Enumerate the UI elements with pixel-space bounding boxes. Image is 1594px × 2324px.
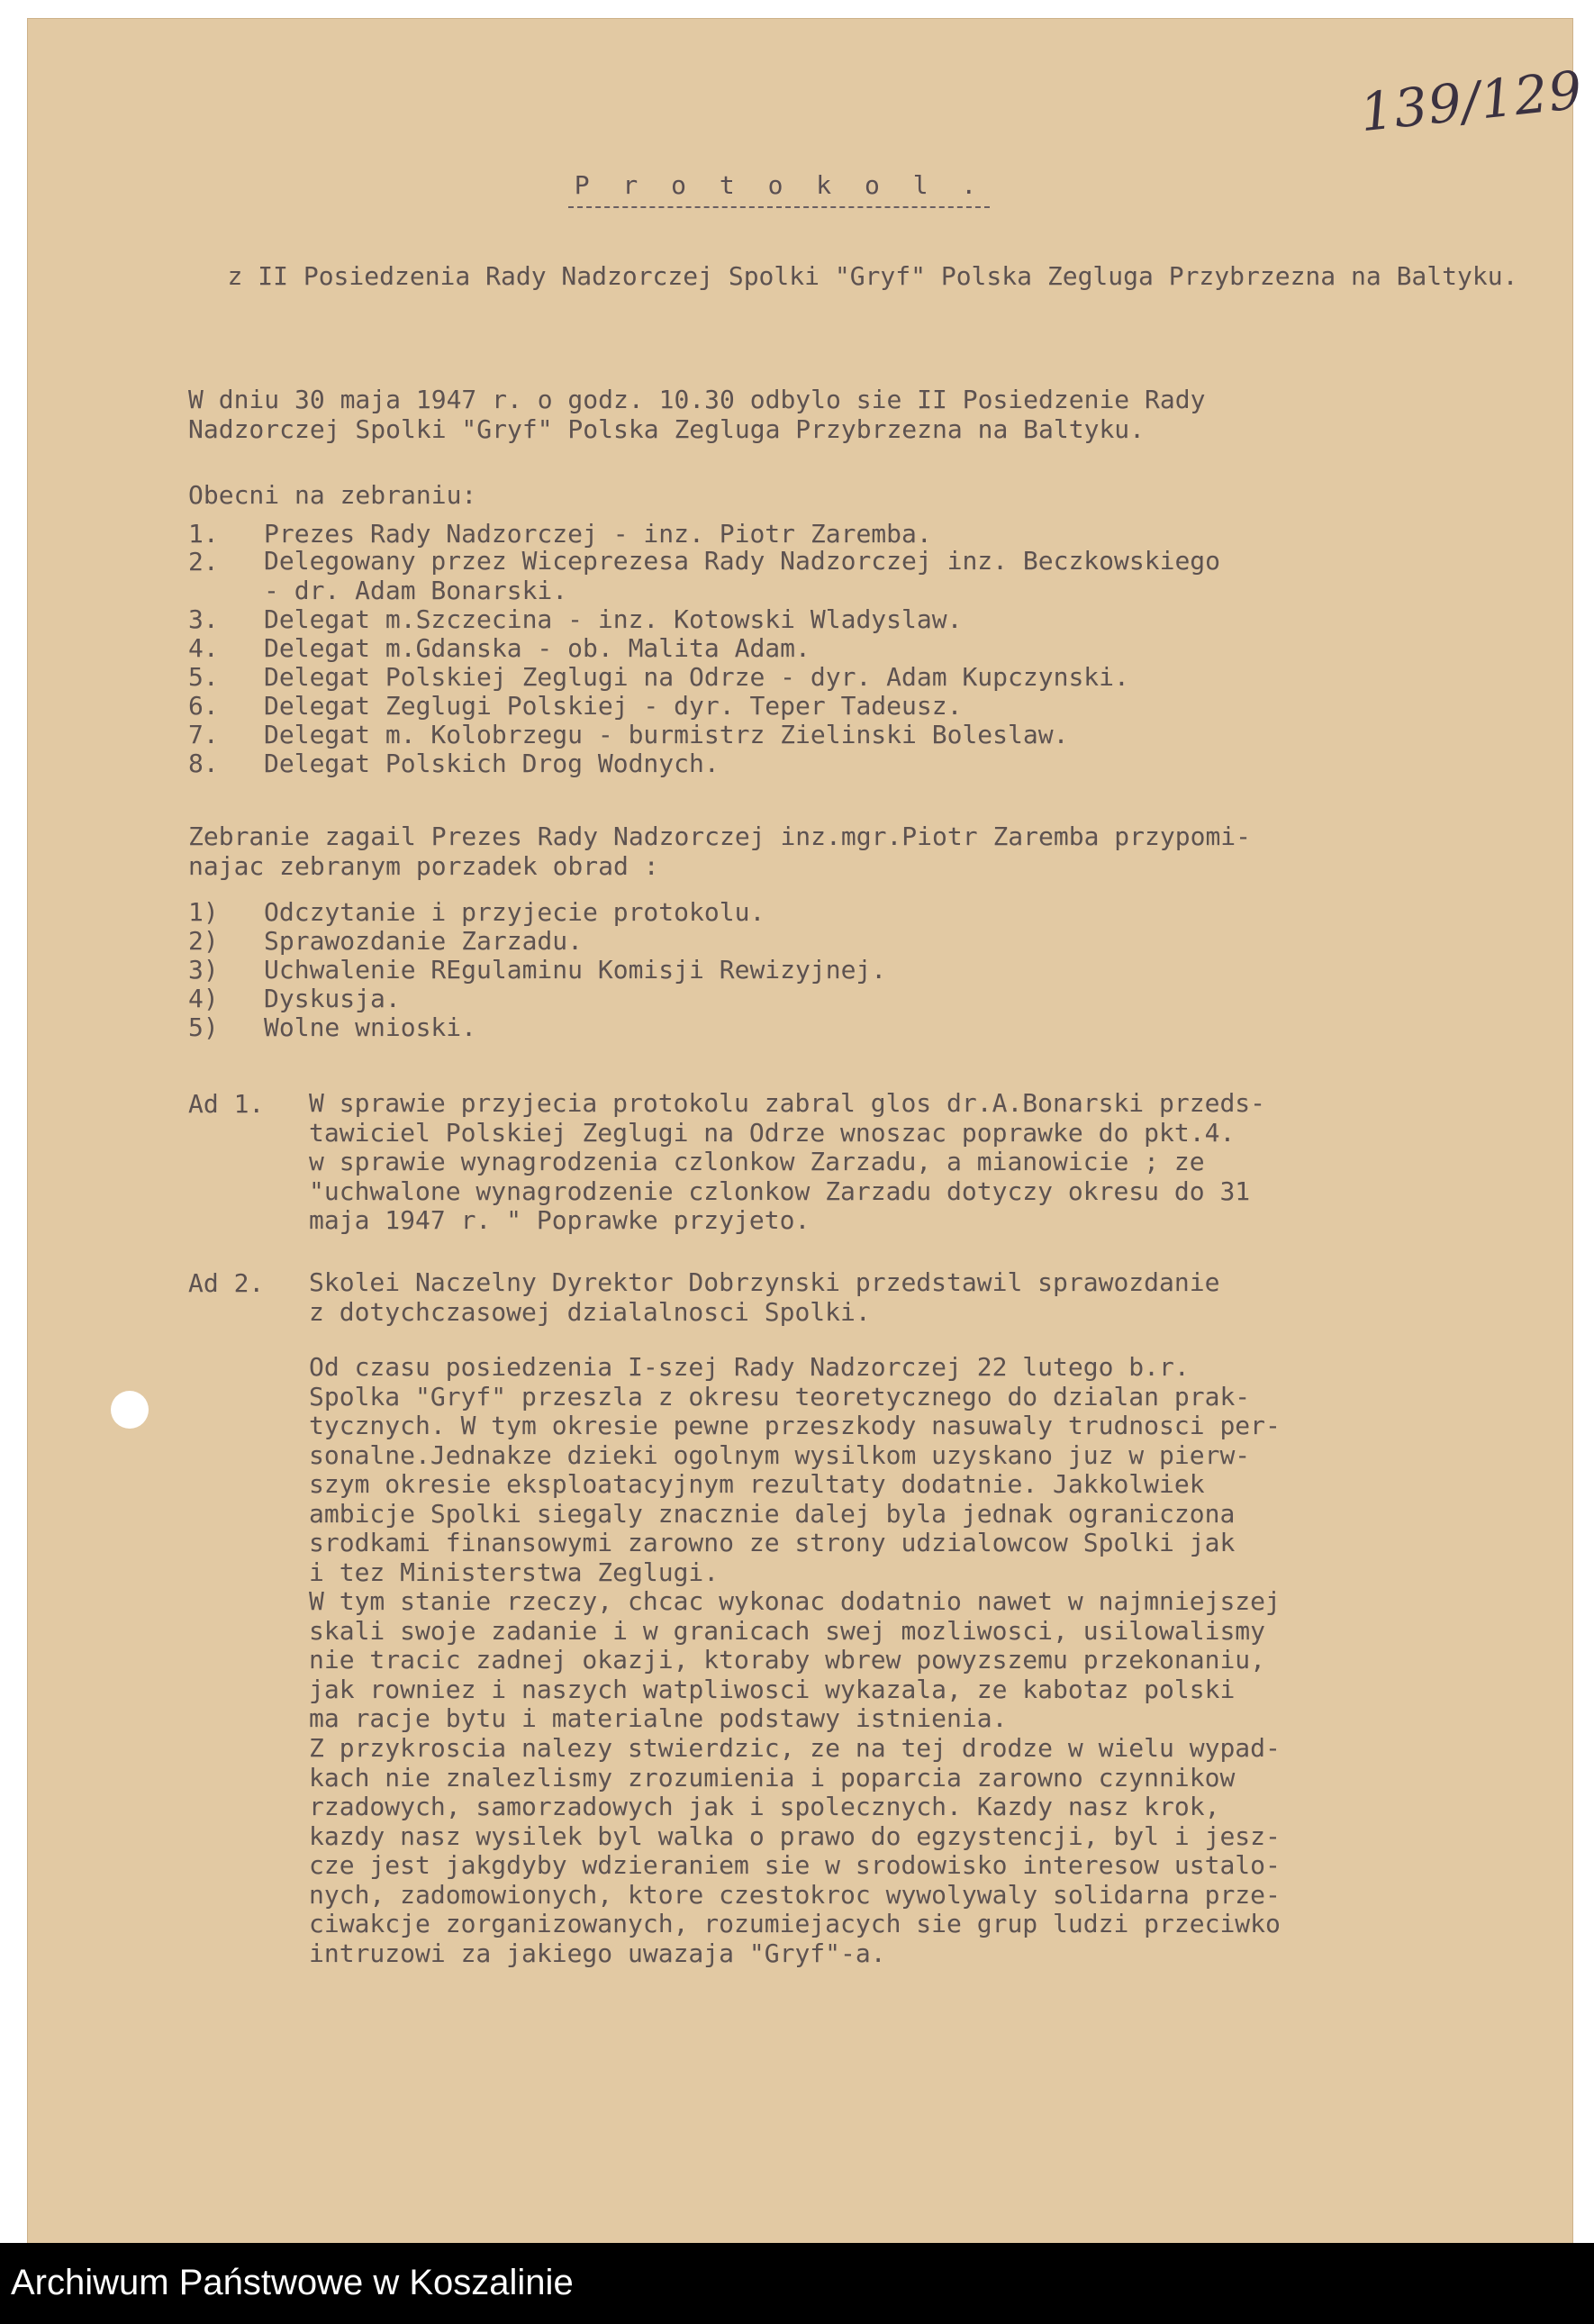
attendee-number: 6. xyxy=(188,691,219,721)
agenda-number: 2) xyxy=(188,926,219,956)
attendee-number: 7. xyxy=(188,720,219,749)
agenda-number: 1) xyxy=(188,897,219,927)
intro-paragraph: W dniu 30 maja 1947 r. o godz. 10.30 odbylo sie II Posiedzenie Rady Nadzorczej Spolki "Gryf" Polska Zegluga Przybrzezna na Baltyku. xyxy=(188,385,1206,444)
punch-hole xyxy=(111,1391,149,1429)
attendee-number: 3. xyxy=(188,604,219,634)
attendee-item: Delegat Polskiej Zeglugi na Odrze - dyr. Adam Kupczynski. xyxy=(264,662,1129,692)
attendees-label: Obecni na zebraniu: xyxy=(188,480,477,510)
agenda-number: 5) xyxy=(188,1012,219,1042)
attendee-item: Delegat Polskich Drog Wodnych. xyxy=(264,749,720,778)
attendee-item: Delegowany przez Wiceprezesa Rady Nadzorczej inz. Beczkowskiego - dr. Adam Bonarski. xyxy=(264,546,1221,605)
attendee-item: Delegat m.Gdanska - ob. Malita Adam. xyxy=(264,633,811,663)
opening-paragraph: Zebranie zagail Prezes Rady Nadzorczej inz.mgr.Piotr Zaremba przypomi- najac zebranym porzadek obrad : xyxy=(188,822,1252,881)
ad1-paragraph: W sprawie przyjecia protokolu zabral glos dr.A.Bonarski przeds- tawiciel Polskiej Zeglugi na Odrze wnoszac poprawke do pkt.4. w sprawie wynagrodzenia czlonkow Zarzadu, a mianowicie ; ze "uchwalone wynagrodzenie czlonkow Zarzadu dotyczy okresu do 31 maja 1947 r. " Poprawke przyjeto. xyxy=(309,1088,1266,1235)
attendee-number: 1. xyxy=(188,519,219,549)
reference-number: 139/129 xyxy=(1356,59,1586,144)
agenda-item: Wolne wnioski. xyxy=(264,1012,477,1042)
report-paragraph-1: Od czasu posiedzenia I-szej Rady Nadzorczej 22 lutego b.r. Spolka "Gryf" przeszla z okresu teoretycznego do dzialan prak- tycznych. W tym okresie pewne przeszkody nasuwaly trudnosci per- sonalne.Jednakze dzieki ogolnym wysilkom uzyskano juz w pierw- szym okresie eksploatacyjnym rezultaty dodatnie. Jakkolwiek ambicje Spolki siegaly znacznie dalej byla jednak ograniczona srodkami finansowymi zarowno ze strony udzialowcow Spolki jak i tez Ministerstwa Zeglugi. xyxy=(309,1352,1281,1587)
attendee-item: Delegat m.Szczecina - inz. Kotowski Wladyslaw. xyxy=(264,604,963,634)
attendee-number: 8. xyxy=(188,749,219,778)
attendee-number: 4. xyxy=(188,633,219,663)
report-paragraph-2: W tym stanie rzeczy, chcac wykonac dodatnio nawet w najmniejszej skali swoje zadanie i w granicach swej mozliwosci, usilowalismy nie tracic zadnej okazji, ktoraby wbrew powyzszemu przekonaniu, jak rowniez i naszych watpliwosci wykazala, ze kabotaz polski ma racje bytu i materialne podstawy istnienia. xyxy=(309,1586,1281,1733)
document-page xyxy=(27,18,1586,2245)
agenda-number: 3) xyxy=(188,955,219,985)
attendee-item: Delegat Zeglugi Polskiej - dyr. Teper Tadeusz. xyxy=(264,691,963,721)
attendee-number: 2. xyxy=(188,547,219,576)
agenda-item: Dyskusja. xyxy=(264,984,401,1013)
attendee-item: Prezes Rady Nadzorczej - inz. Piotr Zaremba. xyxy=(264,519,932,549)
document-title: P r o t o k o l . xyxy=(574,170,986,200)
ad2-label: Ad 2. xyxy=(188,1268,265,1298)
agenda-number: 4) xyxy=(188,984,219,1013)
agenda-item: Sprawozdanie Zarzadu. xyxy=(264,926,584,956)
agenda-item: Uchwalenie REgulaminu Komisji Rewizyjnej. xyxy=(264,955,887,985)
ad2-paragraph: Skolei Naczelny Dyrektor Dobrzynski przedstawil sprawozdanie z dotychczasowej dzialalnosci Spolki. xyxy=(309,1267,1220,1327)
archive-name: Archiwum Państwowe w Koszalinie xyxy=(11,2263,574,2302)
report-paragraph-3: Z przykroscia nalezy stwierdzic, ze na tej drodze w wielu wypad- kach nie znalezlismy zrozumienia i poparcia zarowno czynnikow rzadowych, samorzadowych jak i spolecznych. Kazdy nasz krok, kazdy nasz wysilek byl walka o prawo do egzystencji, byl i jesz- cze jest jakgdyby wdzieraniem sie w srodowisko interesow ustalo- nych, zadomowionych, ktore czestokroc wywolywaly solidarna prze- ciwakcje zorganizowanych, rozumiejacych sie grup ludzi przeciwko intruzowi za jakiego uwazaja "Gryf"-a. xyxy=(309,1733,1281,1968)
document-subtitle: z II Posiedzenia Rady Nadzorczej Spolki "Gryf" Polska Zegluga Przybrzezna na Baltyku. xyxy=(227,261,1518,291)
attendee-item: Delegat m. Kolobrzegu - burmistrz Zielinski Boleslaw. xyxy=(264,720,1069,749)
archive-footer-bar xyxy=(0,2243,1594,2324)
title-underline xyxy=(568,206,990,208)
attendee-number: 5. xyxy=(188,662,219,692)
agenda-item: Odczytanie i przyjecie protokolu. xyxy=(264,897,765,927)
ad1-label: Ad 1. xyxy=(188,1089,265,1119)
